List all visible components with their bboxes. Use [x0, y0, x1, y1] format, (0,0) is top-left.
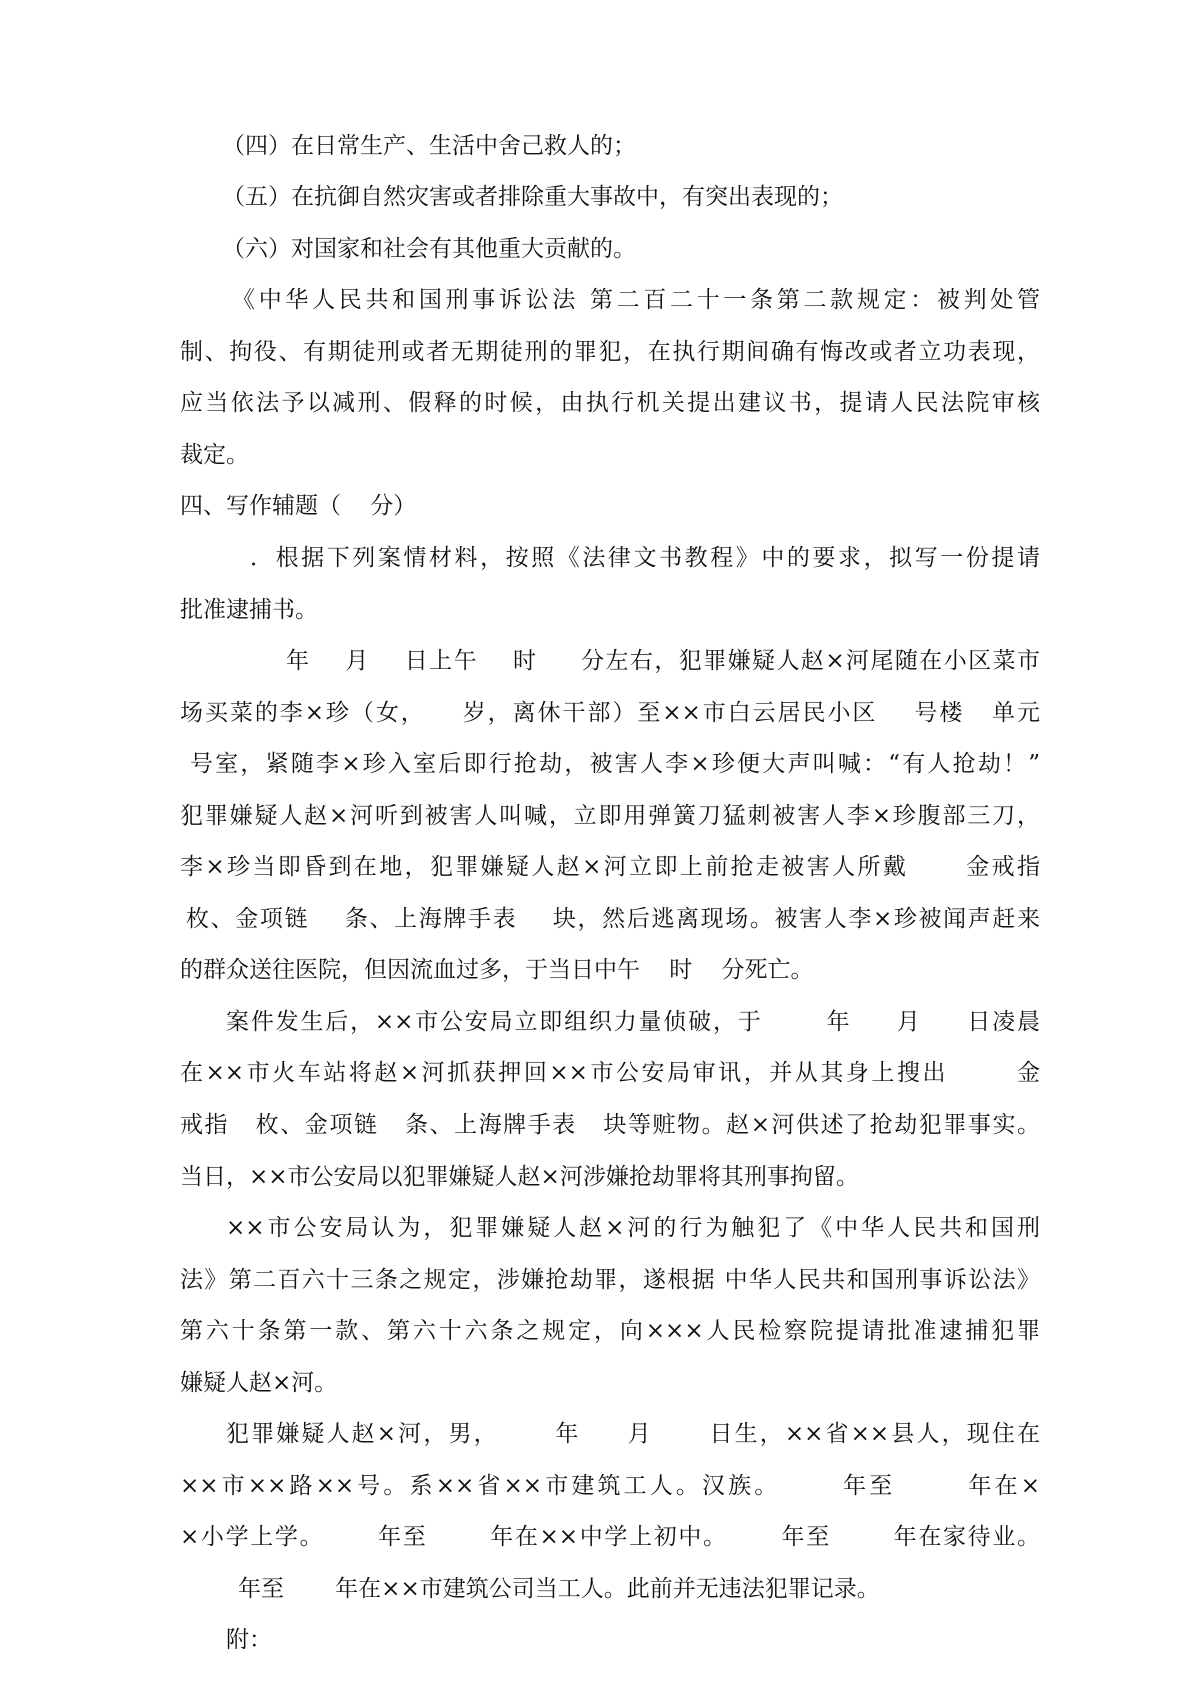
list-item-four: （四）在日常生产、生活中舍己救人的；: [222, 133, 636, 159]
paragraph-line: 裁定。: [180, 442, 249, 468]
paragraph-line: 第六十条第一款、第六十六条之规定，向×××人民检察院提请批准逮捕犯罪: [180, 1318, 1040, 1344]
appendix-label: 附：: [226, 1627, 272, 1653]
paragraph-line: 嫌疑人赵×河。: [180, 1370, 338, 1396]
paragraph-line: 年至 年在××市建筑公司当工人。此前并无违法犯罪记录。: [238, 1576, 880, 1602]
paragraph-line: 的群众送往医院，但因流血过多，于当日中午 时 分死亡。: [180, 957, 814, 983]
list-item-five: （五）在抗御自然灾害或者排除重大事故中，有突出表现的；: [222, 184, 843, 210]
paragraph-line: 批准逮捕书。: [180, 597, 318, 623]
paragraph-line: ．根据下列案情材料，按照《法律文书教程》中的要求，拟写一份提请: [250, 545, 1040, 571]
paragraph-line: 犯罪嫌疑人赵×河，男， 年 月 日生，××省××县人，现住在: [226, 1421, 1040, 1447]
paragraph-line: 号室，紧随李×珍入室后即行抢劫，被害人李×珍便大声叫喊：“有人抢劫！”: [190, 751, 1040, 777]
paragraph-line: ××市公安局认为，犯罪嫌疑人赵×河的行为触犯了《中华人民共和国刑: [226, 1215, 1040, 1241]
paragraph-line: 枚、金项链 条、上海牌手表 块，然后逃离现场。被害人李×珍被闻声赶来: [186, 906, 1040, 932]
paragraph-line: 年 月 日上午 时 分左右，犯罪嫌疑人赵×河尾随在小区菜市: [286, 648, 1040, 674]
list-item-six: （六）对国家和社会有其他重大贡献的。: [222, 236, 636, 262]
paragraph-line: 制、拘役、有期徒刑或者无期徒刑的罪犯，在执行期间确有悔改或者立功表现，: [180, 339, 1040, 365]
paragraph-line: 《中华人民共和国刑事诉讼法 第二百二十一条第二款规定：被判处管: [232, 287, 1040, 313]
paragraph-line: 戒指 枚、金项链 条、上海牌手表 块等赃物。赵×河供述了抢劫犯罪事实。: [180, 1112, 1040, 1138]
paragraph-line: 在××市火车站将赵×河抓获押回××市公安局审讯，并从其身上搜出 金: [180, 1060, 1040, 1086]
paragraph-line: 犯罪嫌疑人赵×河听到被害人叫喊，立即用弹簧刀猛刺被害人李×珍腹部三刀，: [180, 803, 1040, 829]
paragraph-line: 李×珍当即昏到在地，犯罪嫌疑人赵×河立即上前抢走被害人所戴 金戒指: [180, 854, 1040, 880]
paragraph-line: 案件发生后，××市公安局立即组织力量侦破，于 年 月 日凌晨: [226, 1009, 1040, 1035]
paragraph-line: ××市××路××号。系××省××市建筑工人。汉族。 年至 年在×: [180, 1473, 1040, 1499]
paragraph-line: 应当依法予以减刑、假释的时候，由执行机关提出建议书，提请人民法院审核: [180, 390, 1040, 416]
paragraph-line: 法》第二百六十三条之规定，涉嫌抢劫罪，遂根据 中华人民共和国刑事诉讼法》: [180, 1267, 1040, 1293]
paragraph-line: 当日，××市公安局以犯罪嫌疑人赵×河涉嫌抢劫罪将其刑事拘留。: [180, 1164, 859, 1190]
paragraph-line: 场买菜的李×珍（女， 岁，离休干部）至××市白云居民小区 号楼 单元: [180, 700, 1040, 726]
section-heading: 四、写作辅题（ 分）: [180, 493, 417, 519]
paragraph-line: ×小学上学。 年至 年在××中学上初中。 年至 年在家待业。: [180, 1524, 1040, 1550]
